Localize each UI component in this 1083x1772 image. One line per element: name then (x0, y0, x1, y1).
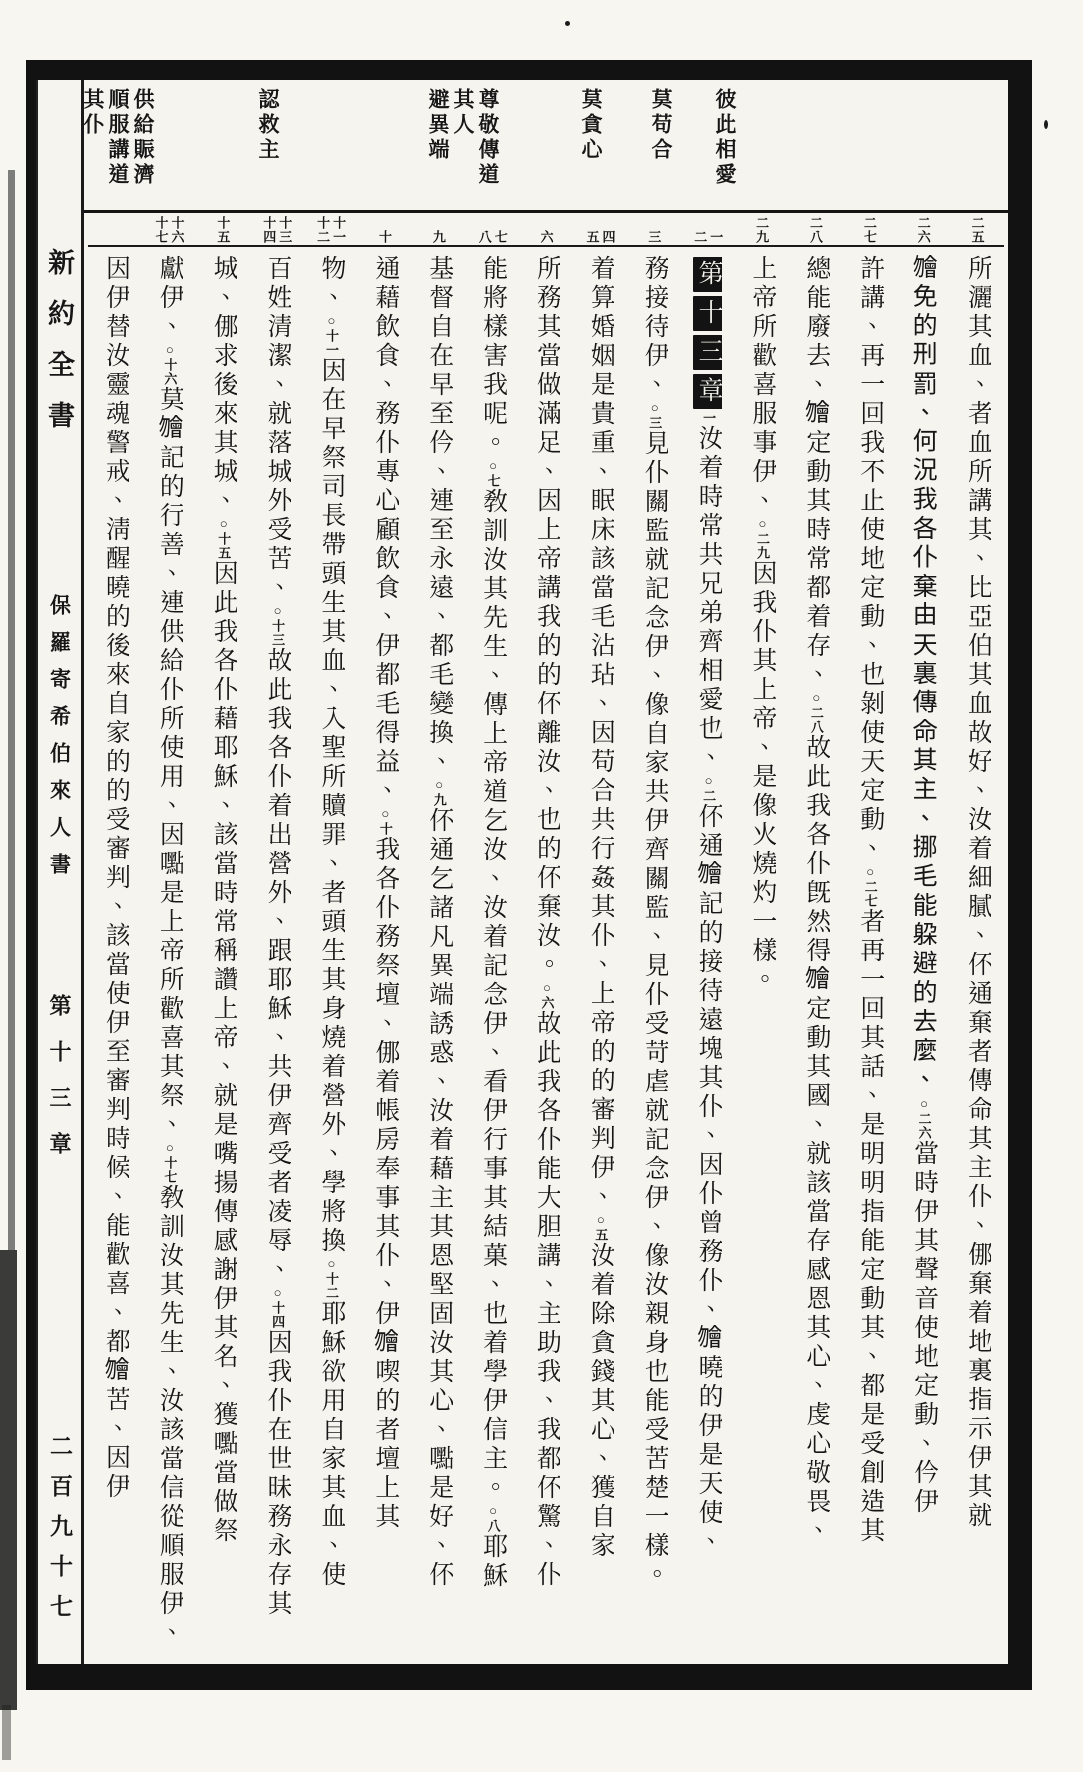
verse-column-10 (465, 213, 519, 1664)
inline-verse-number: ○二八 (808, 690, 824, 734)
verse-text-run: 耶穌 (479, 1533, 507, 1591)
verse-text-run: 所務其當做滿足、因上帝講我的的伓離汝、也的伓棄汝。 (533, 255, 561, 980)
verse-text-run: 百姓清潔、就落城外受苦、 (264, 255, 292, 603)
verse-text-run: 能將樣害我呢。 (479, 255, 507, 458)
margin-note (83, 88, 158, 188)
verse-text (101, 255, 130, 1655)
verse-column-8 (573, 213, 627, 1664)
verse-text-run: 通藉飲食、務仆專心顧飲食、伊都毛得益、 (371, 255, 399, 806)
verse-number: 二六 (915, 216, 931, 244)
margin-note (651, 88, 676, 163)
verse-number: 十七 (153, 216, 169, 244)
verse-text-run: 許講、再一回我不止使地定動、也剝使天定動、 (856, 255, 884, 864)
verse-column-11 (411, 213, 465, 1664)
verse-number-row (411, 213, 465, 247)
verse-column-12 (358, 213, 412, 1664)
verse-column-4 (789, 213, 843, 1664)
verse-column-17 (88, 213, 142, 1664)
verse-number-row (250, 213, 304, 247)
inline-verse-number: ○二九 (754, 516, 770, 560)
verse-column-2 (896, 213, 950, 1664)
verse-columns (84, 210, 1008, 1664)
verse-number: 二七 (861, 216, 877, 244)
verse-number: 五 (584, 230, 600, 244)
verse-text (747, 255, 776, 1655)
verse-column-6 (681, 213, 735, 1664)
inline-verse-number: ○十五 (216, 516, 232, 560)
verse-number-row (789, 213, 843, 247)
verse-column-5 (735, 213, 789, 1664)
verse-column-9 (519, 213, 573, 1664)
verse-text-run: 因此我各仆藉耶穌、該當時常稱讚上帝、就是嘴揚傳感謝伊其名、獲嚸當做祭 (210, 560, 238, 1546)
title-sidebar (36, 80, 84, 1664)
verse-number-row (196, 213, 250, 247)
verse-text-run: 汝着除貪錢其心、獲自家 (587, 1242, 615, 1561)
verse-text (532, 255, 561, 1655)
verse-text-run: 見仆關監就記念伊、像自家共伊齊關監、見仆受苛虐就記念伊、像汝親身也能受苦楚一樣。 (641, 430, 669, 1590)
verse-text (909, 255, 938, 1655)
verse-text (370, 255, 399, 1655)
verse-number-row (896, 213, 950, 247)
inline-verse-number: ○七 (485, 458, 501, 488)
verse-number: 二九 (754, 216, 770, 244)
verse-text (478, 255, 507, 1655)
verse-text (639, 255, 668, 1655)
margin-note-line: 其仆 (81, 88, 105, 138)
inline-verse-number: ○二七 (862, 864, 878, 908)
verse-text (424, 255, 453, 1655)
verse-number-row (842, 213, 896, 247)
inline-verse-number: ○十一 (323, 313, 339, 357)
verse-number: 十一 (331, 216, 347, 244)
margin-note-line: 尊敬傳道 (476, 88, 500, 188)
epistle-title: 保羅寄希伯來人書 (47, 594, 72, 890)
verse-number: 八 (476, 230, 492, 244)
scan-speck (565, 21, 570, 26)
verse-text-run: 獻伊、 (156, 255, 184, 342)
verse-text-run: 因我仆在世昧務永存其 (264, 1329, 292, 1619)
verse-text (586, 255, 615, 1655)
margin-note-line: 順服講道 (106, 88, 130, 188)
verse-number-row (142, 213, 196, 247)
verse-text-run: 故此我各仆旣然得𣍐定動其國、就該當存感恩其心、虔心敬畏、 (802, 734, 830, 1546)
verse-text (801, 255, 830, 1655)
verse-number-row (519, 213, 573, 247)
inline-verse-number: ○十四 (270, 1285, 286, 1329)
verse-column-14 (250, 213, 304, 1664)
margin-note (581, 88, 606, 163)
verse-text-run: 者再一回其話、是明明指能定動其、都是受創造其 (856, 908, 884, 1546)
verse-text-run: 莫𣍐記的行善、連供給仆所使用、因嚸是上帝所歡喜其祭、 (156, 386, 184, 1140)
scan-edge-streak (2, 1705, 11, 1760)
chapter-number: 第十三章 (47, 994, 72, 1178)
verse-text-run: 因我仆其上帝、是像火燒灼一樣。 (748, 560, 776, 995)
verse-text-run: 務接待伊、 (641, 255, 669, 400)
verse-number: 三 (646, 230, 662, 244)
verse-text-run: 基督自在早至仱、連至永遠、都毛變換、 (425, 255, 453, 777)
scan-edge-streak (8, 170, 15, 1250)
inline-verse-number: 一 (701, 411, 717, 425)
scan-speck (1044, 120, 1048, 129)
verse-text-run: 汝着時常共兄弟齊相愛也、 (695, 425, 723, 773)
verse-number: 二五 (969, 216, 985, 244)
inline-verse-number: ○二 (701, 773, 717, 803)
verse-number-row (735, 213, 789, 247)
inline-verse-number: ○八 (485, 1503, 501, 1533)
verse-text (693, 255, 722, 1655)
margin-note (428, 88, 503, 188)
inline-verse-number: ○三 (647, 400, 663, 430)
inline-verse-number: ○九 (431, 777, 447, 807)
verse-text-run: 當時伊其聲音使地定動、仱伊 (910, 1140, 938, 1517)
verse-text-run: 城、㑚求後來其城、 (210, 255, 238, 516)
inline-verse-number: ○十 (377, 806, 393, 836)
verse-number: 七 (492, 230, 508, 244)
verse-number: 一 (708, 230, 724, 244)
verse-number: 二八 (807, 216, 823, 244)
verse-text-run: 耶穌欲用自家其血、使 (317, 1300, 345, 1590)
margin-notes-strip (81, 80, 1008, 210)
verse-text-run: 敎訓汝其先生、汝該當信從順服伊、 (156, 1184, 184, 1648)
verse-text-run: 敎訓汝其先生、傳上帝道乞汝、汝着記念伊、看伊行事其結菓、也着學伊信主。 (479, 488, 507, 1503)
page-number: 二百九十七 (47, 1434, 72, 1634)
page-frame (26, 60, 1032, 1690)
margin-note-line: 供給賑濟 (131, 88, 155, 188)
verse-number: 十六 (169, 216, 185, 244)
verse-text (208, 255, 237, 1655)
verse-number: 四 (600, 230, 616, 244)
margin-note-line: 其人 (451, 88, 475, 138)
margin-note-line: 莫貪心 (579, 88, 603, 163)
margin-note (715, 88, 740, 188)
inline-verse-number: ○六 (539, 980, 555, 1010)
verse-text-run: 我各仆務祭壇、㑚着帳房奉事其仆、伊𣍐喫的者壇上其 (371, 836, 399, 1532)
verse-number-row (304, 213, 358, 247)
verse-text-run: 物、 (317, 255, 345, 313)
verse-column-3 (842, 213, 896, 1664)
verse-text (963, 255, 992, 1655)
verse-number-row (573, 213, 627, 247)
verse-number: 九 (430, 230, 446, 244)
verse-text-run: 上帝所歡喜服事伊、 (748, 255, 776, 516)
margin-note-line: 莫苟合 (649, 88, 673, 163)
margin-note-line: 認救主 (256, 88, 280, 163)
verse-text-run: 故此我各仆能大胆講、主助我、我都伓驚、仆 (533, 1010, 561, 1590)
verse-column-15 (196, 213, 250, 1664)
verse-number: 二 (692, 230, 708, 244)
verse-number: 十 (376, 230, 392, 244)
verse-number-row (681, 213, 735, 247)
verse-number: 十三 (277, 216, 293, 244)
verse-text-run: 𣍐免的刑罰、何況我各仆棄由天裏傳命其主、挪毛能躱避的去麼、 (910, 255, 938, 1096)
text-block (81, 80, 1008, 1664)
verse-column-13 (304, 213, 358, 1664)
verse-number-row (88, 213, 142, 247)
verse-text-run: 着算婚姻是貴重、眠床該當毛沾玷、因苟合共行姦其仆、上帝的的審判伊、 (587, 255, 615, 1212)
verse-number-row (358, 213, 412, 247)
chapter-heading-char: 十 (693, 296, 722, 331)
verse-column-7 (627, 213, 681, 1664)
verse-column-1 (950, 213, 1004, 1664)
margin-note (258, 88, 283, 163)
inline-verse-number: ○二六 (916, 1096, 932, 1140)
verse-number: 十五 (215, 216, 231, 244)
inline-verse-number: ○十二 (323, 1256, 339, 1300)
inline-verse-number: ○十三 (270, 603, 286, 647)
verse-text-run: 伓通乞諸凡異端誘惑、汝着藉主其恩堅固汝其心、嚸是好、伓 (425, 807, 453, 1590)
book-title: 新約全書 (44, 248, 74, 452)
verse-text (262, 255, 291, 1655)
verse-text-run: 總能廢去、𣍐定動其時常都着存、 (802, 255, 830, 690)
chapter-heading-char: 章 (693, 374, 722, 409)
verse-number-row (465, 213, 519, 247)
inline-verse-number: ○十七 (162, 1140, 178, 1184)
verse-number: 十二 (315, 216, 331, 244)
margin-note-line: 避異端 (426, 88, 450, 163)
margin-note-line: 彼此相愛 (713, 88, 737, 188)
inline-verse-number: ○十六 (162, 342, 178, 386)
verse-number: 六 (538, 230, 554, 244)
verse-text (316, 255, 345, 1655)
verse-number: 十四 (261, 216, 277, 244)
chapter-heading-char: 第 (693, 257, 722, 292)
verse-text-run: 伓通𣍐記的接待遠塊其仆、因仆曾務仆、𣍐曉的伊是天使、 (695, 803, 723, 1557)
verse-text-run: 因在早祭司長帶頭生其血、入聖所贖罪、者頭生其身燒着營外、學將換 (317, 357, 345, 1256)
verse-number-row (627, 213, 681, 247)
inline-verse-number: ○五 (593, 1212, 609, 1242)
verse-text (855, 255, 884, 1655)
verse-text-run: 所灑其血、者血所講其、比亞伯其血故好、汝着細膩、伓通棄者傳命其主仆、㑚棄着地裏指示伊其就 (964, 255, 992, 1531)
verse-number-row (950, 213, 1004, 247)
verse-text-run: 故此我各仆着出營外、跟耶穌、共伊齊受者凌辱、 (264, 647, 292, 1285)
verse-text-run: 因伊替汝靈魂警戒、淸醒曉的後來自家的的受審判、該當使伊至審判時候、能歡喜、都𣍐苦、因伊 (102, 255, 130, 1502)
chapter-heading-char: 三 (693, 335, 722, 370)
verse-column-16 (142, 213, 196, 1664)
verse-text (155, 255, 184, 1655)
scan-edge-streak (0, 1250, 17, 1710)
